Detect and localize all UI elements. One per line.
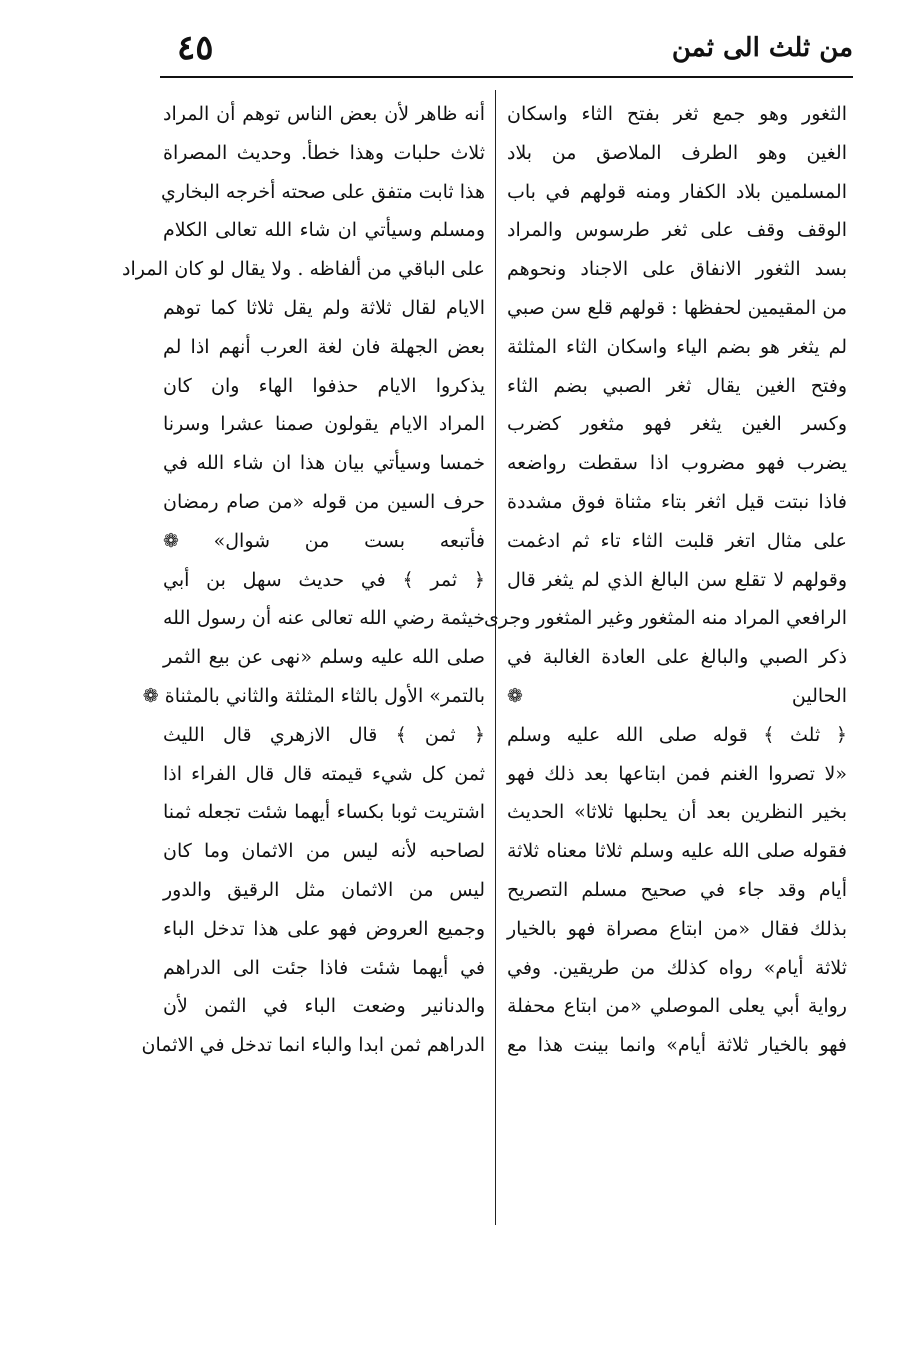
text-line: وفتح الغين يقال ثغر الصبي بضم الثاء [507,374,847,397]
text-line: بسد الثغور الانفاق على الاجناد ونحوهم [507,258,847,281]
text-line: المراد الايام يقولون صمنا عشرا وسرنا [163,413,485,436]
text-line: هذا ثابت متفق على صحته أخرجه البخاري [160,180,485,203]
text-line: الايام لقال ثلاثة ولم يقل ثلاثا كما توهم [163,296,485,319]
text-line: لصاحبه لأنه ليس من الاثمان وما كان [163,840,485,863]
text-line: ثمن كل شيء قيمته قال قال الفراء اذا [163,762,485,785]
text-line: الحالين ❁ [507,684,847,707]
text-line: ومسلم وسيأتي ان شاء الله تعالى الكلام [163,219,485,242]
text-line: والدنانير وضعت الباء في الثمن لأن [163,995,485,1018]
text-line: يضرب فهو مضروب اذا سقطت رواضعه [507,452,847,475]
text-line: فاذا نبتت قيل اثغر بتاء مثناة فوق مشددة [507,490,847,513]
text-line: الغين وهو الطرف الملاصق من بلاد [507,141,847,164]
text-line: بخير النظرين بعد أن يحلبها ثلاثا» الحديث [507,801,847,824]
text-line: من المقيمين لحفظها : قولهم قلع سن صبي [507,296,847,319]
text-line: وكسر الغين يثغر فهو مثغور كضرب [507,413,847,436]
text-line: الثغور وهو جمع ثغر بفتح الثاء واسكان [507,103,847,125]
text-line: لم يثغر هو بضم الياء واسكان الثاء المثلثة [507,335,847,358]
text-line: بالتمر» الأول بالثاء المثلثة والثاني بالمثناة ❁ [142,684,485,707]
text-line: فقوله صلى الله عليه وسلم ثلاثا معناه ثلاثة [507,840,847,863]
text-line: وجميع العروض فهو على هذا تدخل الباء [163,917,485,940]
page-number: ٤٥ [177,28,214,68]
text-line: أيام وقد جاء في صحيح مسلم التصريح [507,878,847,901]
column-divider [495,90,496,1225]
text-line: فأتبعه بست من شوال» ❁ [163,529,485,552]
text-line: ﴿ ثمن ﴾ قال الازهري قال الليث [163,723,485,746]
header-rule [160,76,853,78]
text-line: أنه ظاهر لأن بعض الناس توهم أن المراد [163,103,485,125]
text-line: خيثمة رضي الله تعالى عنه أن رسول الله [163,607,485,630]
text-line: وقولهم لا تقلع سن البالغ الذي لم يثغر قال [507,568,847,591]
text-line: ذكر الصبي والبالغ على العادة الغالبة في [507,646,847,669]
text-line: اشتريت ثوبا بكساء أيهما شئت تجعله ثمنا [163,801,485,824]
text-line: ثلاث حلبات وهذا خطأ. وحديث المصراة [163,141,485,164]
text-line: بذلك فقال «من ابتاع مصراة فهو بالخيار [507,917,847,940]
text-line: صلى الله عليه وسلم «نهى عن بيع الثمر [163,646,485,669]
text-line: رواية أبي يعلى الموصلي «من ابتاع محفلة [507,995,847,1018]
text-line: ليس من الاثمان مثل الرقيق والدور [163,878,485,901]
text-line: حرف السين من قوله «من صام رمضان [163,490,485,513]
left-column [122,95,485,1065]
text-line: على الباقي من ألفاظه . ولا يقال لو كان المراد [122,258,485,281]
text-line: ثلاثة أيام» رواه كذلك من طريقين. وفي [507,956,847,979]
text-line: الوقف وقف على ثغر طرسوس والمراد [507,219,847,242]
text-line: «لا تصروا الغنم فمن ابتاعها بعد ذلك فهو [507,762,847,785]
running-title: من ثلث الى ثمن [671,33,853,63]
text-line: الدراهم ثمن ابدا والباء انما تدخل في الاثمان [141,1034,485,1057]
text-line: خمسا وسيأتي بيان هذا ان شاء الله في [163,452,485,475]
page-header [165,22,853,74]
text-line: ﴿ ثمر ﴾ في حديث سهل بن أبي [163,568,485,591]
text-line: يذكروا الايام حذفوا الهاء وان كان [163,374,485,397]
text-line: الرافعي المراد منه المثغور وغير المثغور وجرى [483,607,847,630]
text-line: في أيهما شئت فاذا جئت الى الدراهم [163,956,485,979]
text-line: ﴿ ثلث ﴾ قوله صلى الله عليه وسلم [507,723,847,746]
text-line: على مثال اتغر قلبت الثاء تاء ثم ادغمت [507,529,847,552]
right-column [483,95,847,1065]
text-line: بعض الجهلة فان لغة العرب أنهم اذا لم [163,335,485,358]
text-line: فهو بالخيار ثلاثة أيام» وانما بينت هذا مع [507,1034,847,1057]
text-line: المسلمين بلاد الكفار ومنه قولهم في باب [507,180,847,203]
